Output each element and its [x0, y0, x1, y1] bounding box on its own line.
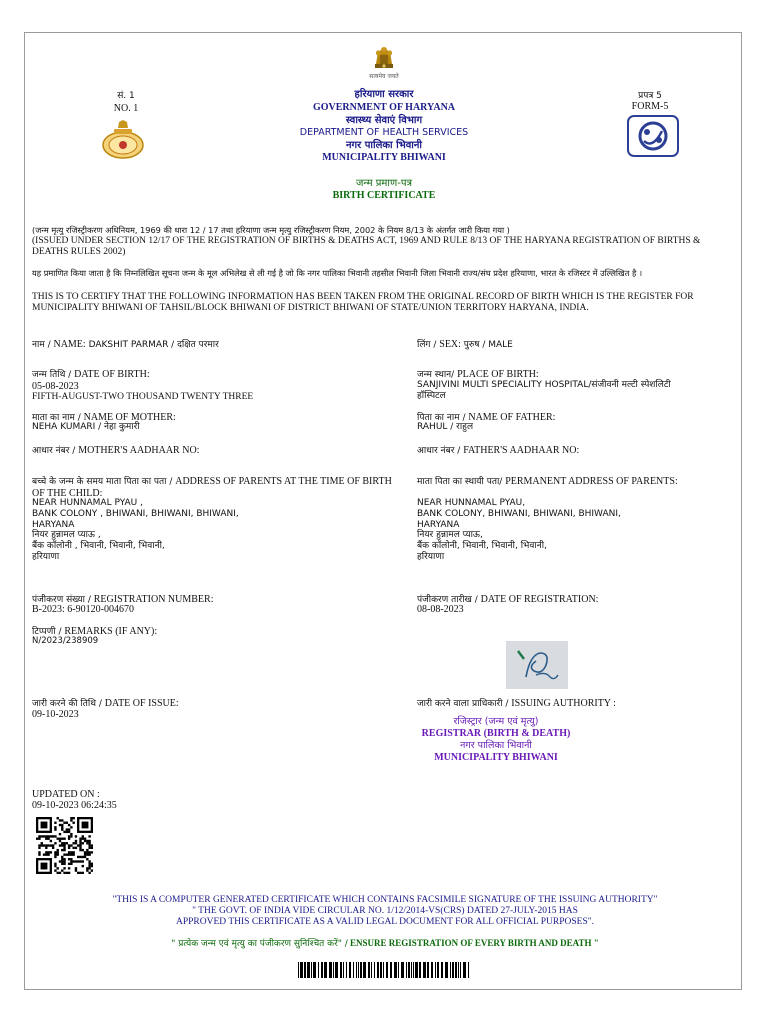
signature-image — [506, 641, 568, 689]
certify-text-en: THIS IS TO CERTIFY THAT THE FOLLOWING INFORMATION HAS BEEN TAKEN FROM THE ORIGINAL RECORD OF BIRTH WHICH IS THE REGISTER FOR MUNICIPALITY BHIWANI OF TAHSIL/BLOCK BHIWANI OF DISTRICT BHIWANI OF STATE/UNION TERRITORY HARYANA, INDIA. — [32, 292, 694, 313]
issued-under-hi: (जन्म मृत्यु रजिस्ट्रीकरण अधिनियम, 1969 की धारा 12 / 17 तथा हरियाणा जन्म मृत्यु रजिस्ट्रीकरण नियम, 2002 के नियम 8/13 के अंतर्गत जारी किया गया ) — [32, 225, 510, 235]
pob-value: SANJIVINI MULTI SPECIALITY HOSPITAL/संजीवनी मल्टी स्पेशलिटी हॉस्पिटल — [417, 380, 671, 401]
address-at-birth-label: बच्चे के जन्म के समय माता पिता का पता / ADDRESS OF PARENTS AT THE TIME OF BIRTH OF THE CHILD: — [32, 476, 392, 499]
father-aadhaar-field: आधार नंबर / FATHER'S AADHAAR NO: — [417, 445, 580, 456]
registration-date-value: 08-08-2023 — [417, 604, 464, 615]
sex-field: लिंग / SEX: पुरुष / MALE — [417, 339, 513, 350]
govt-name-en: GOVERNMENT OF HARYANA — [312, 102, 456, 113]
footer-facsimile-note: "THIS IS A COMPUTER GENERATED CERTIFICATE WHICH CONTAINS FACSIMILE SIGNATURE OF THE ISSUING AUTHORITY" — [112, 895, 658, 905]
pob-label: जन्म स्थान/ PLACE OF BIRTH: — [417, 369, 539, 380]
dept-name-hi: स्वास्थ्य सेवाएं विभाग — [345, 115, 423, 126]
municipality-name-en: MUNICIPALITY BHIWANI — [322, 152, 446, 163]
issuing-authority-label: जारी करने वाला प्राधिकारी / ISSUING AUTHORITY : — [417, 698, 616, 709]
permanent-address-value: NEAR HUNNAMAL PYAU, BANK COLONY, BHIWANI, BHIWANI, BHIWANI, HARYANA नियर हुन्नामल प्याऊ, बैंक कॉलोनी, भिवानी, भिवानी, भिवानी, हरियाणा — [417, 498, 621, 562]
mother-name-label: माता का नाम / NAME OF MOTHER: — [32, 412, 176, 423]
haryana-seal-icon — [100, 119, 146, 161]
footer-legal-note: APPROVED THIS CERTIFICATE AS A VALID LEGAL DOCUMENT FOR ALL OFFICIAL PURPOSES". — [175, 917, 595, 927]
certificate-title-en: BIRTH CERTIFICATE — [332, 190, 436, 201]
barcode — [298, 962, 470, 978]
dept-name-en: DEPARTMENT OF HEALTH SERVICES — [299, 127, 469, 138]
remarks-label: टिप्पणी / REMARKS (IF ANY): — [32, 626, 158, 637]
crs-logo-icon — [627, 115, 679, 157]
date-of-issue-label: जारी करने की तिथि / DATE OF ISSUE: — [32, 698, 179, 709]
father-name-value: RAHUL / राहुल — [417, 422, 474, 432]
remarks-value: N/2023/238909 — [32, 636, 99, 646]
child-name-field: नाम / NAME: DAKSHIT PARMAR / दक्षित परमार — [32, 339, 219, 350]
authority-title-hi: रजिस्ट्रार (जन्म एवं मृत्यु) — [453, 716, 539, 727]
father-name-label: पिता का नाम / NAME OF FATHER: — [417, 412, 556, 423]
qr-code[interactable] — [36, 817, 93, 874]
authority-municipality-hi: नगर पालिका भिवानी — [460, 740, 532, 751]
certificate-title-hi: जन्म प्रमाण-पत्र — [355, 178, 413, 189]
form-number-hi: प्रपत्र 5 — [638, 91, 662, 101]
dob-value: 05-08-2023 — [32, 381, 79, 392]
updated-on-value: 09-10-2023 06:24:35 — [32, 800, 117, 811]
issued-under-en: (ISSUED UNDER SECTION 12/17 OF THE REGISTRATION OF BIRTHS & DEATHS ACT, 1969 AND RULE 8/13 OF THE HARYANA REGISTRATION OF BIRTHS & DEATHS RULES 2002) — [32, 236, 701, 257]
permanent-address-label: माता पिता का स्थायी पता/ PERMANENT ADDRESS OF PARENTS: — [417, 476, 678, 487]
footer-slogan: " प्रत्येक जन्म एवं मृत्यु का पंजीकरण सुनिश्चित करें" / ENSURE REGISTRATION OF EVERY BIRTH AND DEATH " — [171, 938, 599, 949]
registration-date-label: पंजीकरण तारीख / DATE OF REGISTRATION: — [417, 594, 599, 605]
updated-on-label: UPDATED ON : — [32, 789, 100, 800]
date-of-issue-value: 09-10-2023 — [32, 709, 79, 720]
municipality-name-hi: नगर पालिका भिवानी — [345, 140, 423, 151]
address-at-birth-value: NEAR HUNNAMAL PYAU , BANK COLONY , BHIWANI, BHIWANI, BHIWANI, HARYANA नियर हुन्नामल प्याऊ , बैंक कॉलोनी , भिवानी, भिवानी, भिवानी, हरियाणा — [32, 498, 239, 562]
national-emblem-icon — [368, 42, 400, 76]
emblem-motto: सत्यमेव जयते — [369, 73, 399, 80]
footer-circular-note: " THE GOVT. OF INDIA VIDE CIRCULAR NO. 1/12/2014-VS(CRS) DATED 27-JULY-2015 HAS — [192, 906, 578, 916]
number-hi: सं. 1 — [117, 91, 135, 101]
mother-aadhaar-field: आधार नंबर / MOTHER'S AADHAAR NO: — [32, 445, 200, 456]
authority-title-en: REGISTRAR (BIRTH & DEATH) — [421, 728, 571, 739]
form-number-en: FORM-5 — [631, 101, 669, 112]
govt-name-hi: हरियाणा सरकार — [354, 89, 414, 100]
dob-words: FIFTH-AUGUST-TWO THOUSAND TWENTY THREE — [32, 392, 254, 402]
registration-number-value: B-2023: 6-90120-004670 — [32, 604, 134, 615]
mother-name-value: NEHA KUMARI / नेहा कुमारी — [32, 422, 140, 432]
number-en: NO. 1 — [113, 103, 139, 114]
authority-municipality-en: MUNICIPALITY BHIWANI — [434, 752, 558, 763]
registration-number-label: पंजीकरण संख्या / REGISTRATION NUMBER: — [32, 594, 214, 605]
dob-label: जन्म तिथि / DATE OF BIRTH: — [32, 369, 150, 380]
certify-text-hi: यह प्रमाणित किया जाता है कि निम्नलिखित सूचना जन्म के मूल अभिलेख से ली गई है जो कि नगर पालिका भिवानी तहसील भिवानी जिला भिवानी राज्य/संघ प्रदेश हरियाणा, भारत के रजिस्टर में उल्लिखित है । — [32, 268, 643, 278]
